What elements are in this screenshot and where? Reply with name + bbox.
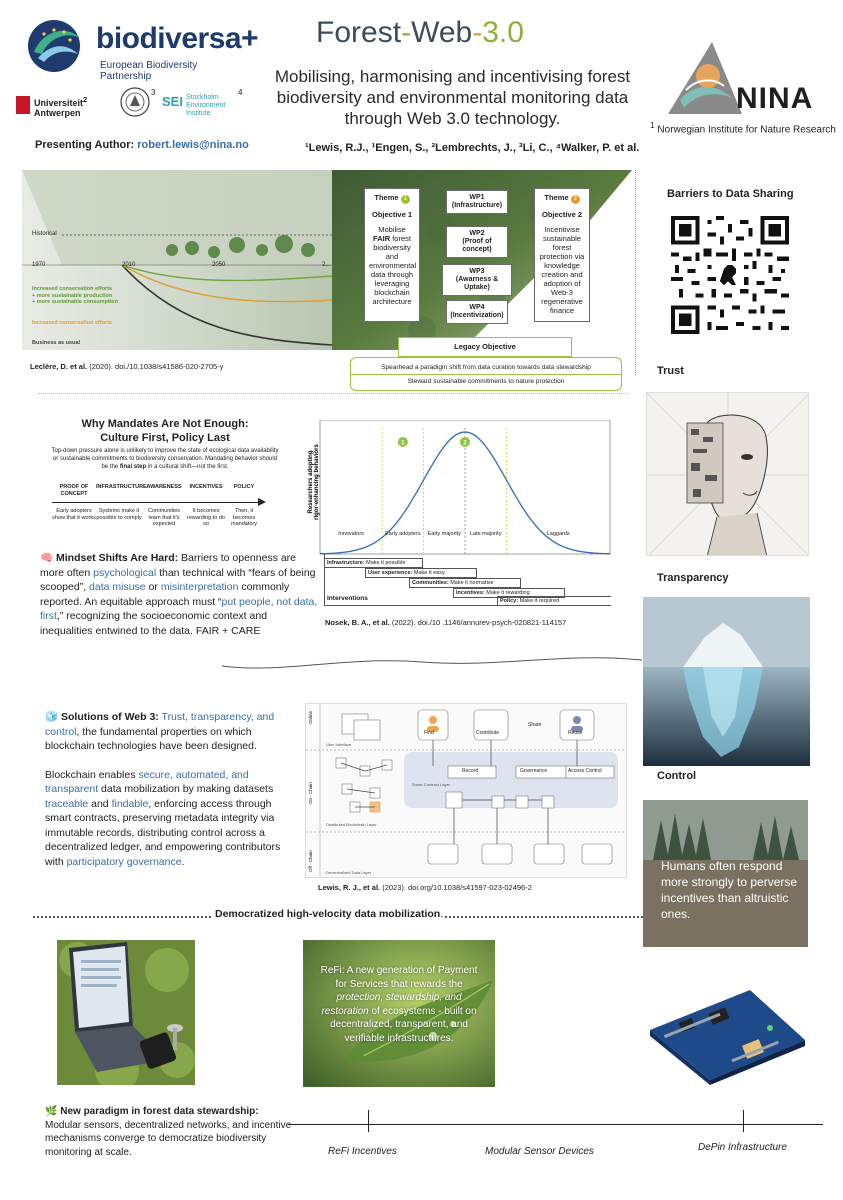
web3-p2-text-5: .: [181, 855, 185, 868]
author-list: ¹Lewis, R.J., ¹Engen, S., ²Lembrechts, J., ³Li, C., ⁴Walker, P. et al.: [305, 142, 640, 154]
partner-logos: [16, 88, 246, 126]
wp4-id: WP4: [469, 304, 485, 311]
intervention-3-bold: Communities:: [412, 580, 449, 586]
biodiversa-emblem-icon: [24, 18, 94, 74]
scenario-green-line2: + more sustainable production: [32, 292, 113, 299]
web3-highlight-governance: participatory governance: [66, 855, 182, 868]
wp4-desc: (Incentivization): [450, 312, 504, 319]
biodiversa-subtitle: European Biodiversity Partnership: [100, 60, 198, 82]
nosek-doi: (2022). doi./10 .1146/annurev-psych-020821-114157: [389, 618, 567, 627]
historical-label: Historical: [32, 231, 57, 237]
adoption-curve-chart: [304, 420, 614, 610]
curve-ylabel-2: rigor-enhancing behaviors: [314, 444, 320, 520]
sei-name: [186, 94, 225, 118]
democratized-text: [213, 908, 445, 920]
stage-desc: Early adopters show that it works: [52, 508, 96, 521]
intervention-row-2: [365, 568, 477, 578]
intervention-3-text: Make it normative: [448, 580, 494, 586]
field-laptop-photo: [57, 940, 195, 1085]
uib-sup: 3: [151, 88, 156, 97]
sei-mark: SEI: [162, 94, 183, 109]
objective-1-post: forest biodiversity and environmental data through leveraging blockchain architecture: [369, 234, 417, 306]
mandate-stages: [52, 484, 268, 544]
lewis-author: Lewis, R. J., et al.: [318, 883, 381, 892]
wp1-id: WP1: [469, 194, 485, 201]
intervention-row-3: [409, 578, 521, 588]
paradigm-lead: New paradigm in forest data stewardship:: [60, 1106, 259, 1117]
mindset-text-5: ,” recognizing the socioeconomic context and inequalities entwined to the data. FAIR + CARE: [40, 610, 268, 637]
web3-lead: Solutions of Web 3:: [61, 711, 159, 723]
uantwerpen-icon: [16, 96, 30, 114]
barriers-title: Barriers to Data Sharing: [667, 188, 794, 200]
mindset-lead: Mindset Shifts Are Hard:: [56, 552, 179, 564]
intervention-row-1: [325, 558, 423, 568]
lewis-doi: (2023). doi.org/10.1038/s41597-023-02496-2: [380, 883, 532, 892]
scenario-green-line3: + more sustainable consumption: [32, 299, 119, 305]
intervention-2-text: Make it easy: [412, 570, 445, 576]
uib-seal-icon: [120, 86, 150, 118]
leaf-icon: 🌿: [45, 1106, 58, 1117]
node-contribute: Contribute: [476, 730, 500, 736]
control-quote: Humans often respond more strongly to perverse incentives than altruistic ones.: [661, 859, 798, 921]
nina-caption: [650, 120, 840, 135]
wp2-desc: (Proof of concept): [462, 238, 492, 253]
sei-line2: Environment: [186, 102, 226, 109]
timeline-tick-1: [368, 1110, 369, 1132]
node-reuse: Reuse: [568, 730, 583, 736]
stage-title: AWARENESS: [146, 484, 182, 490]
intervention-row-5: [497, 596, 611, 606]
interventions-table: [324, 554, 610, 606]
nosek-citation: [325, 618, 566, 627]
objective-1-fair: FAIR: [373, 234, 391, 243]
stage-incentives: [186, 484, 226, 528]
curve-marker-label: 1: [401, 440, 405, 447]
mandates-title: [70, 417, 260, 445]
brain-icon: 🧠: [40, 552, 54, 564]
mindset-highlight-misuse: data misuse: [89, 581, 146, 593]
stage-title: POLICY: [233, 484, 255, 490]
interventions-label: Interventions: [327, 595, 368, 602]
web3-p2-text-2: data mobilization by making datasets: [98, 783, 274, 795]
mandates-body-part2: in a cultural shift—not the first.: [146, 464, 229, 470]
theme-2-badge: 2: [571, 195, 580, 204]
refi-text-1: ReFi: A new generation of Payment for Services that rewards the: [320, 965, 478, 990]
web3-paragraph-1: [45, 710, 300, 754]
uantwerpen-sup: 2: [83, 95, 88, 104]
wp1-box: [446, 190, 508, 214]
stage-desc: It becomes rewarding to do so: [187, 508, 225, 527]
mandates-title-line2: Culture First, Policy Last: [100, 432, 230, 444]
sei-line3: Institute: [186, 110, 211, 117]
uantwerpen-line2: Antwerpen: [34, 108, 81, 118]
nina-caption-text: Norwegian Institute for Nature Research: [657, 124, 836, 136]
mindset-text-2: than technical with “fears of being scooped”,: [40, 566, 316, 593]
uantwerpen-line1: Universiteit: [34, 98, 84, 108]
title-dash-2: -: [472, 16, 483, 49]
legacy-objective-title: Legacy Objective: [398, 337, 572, 357]
robot-face-icon: [647, 393, 809, 556]
presenting-label: Presenting Author:: [35, 139, 138, 151]
field-sensor-photo-icon: [57, 940, 195, 1085]
paradigm-section: [45, 1105, 295, 1159]
mindset-text-3: or: [145, 581, 161, 593]
poster-subtitle: Mobilising, harmonising and incentivising forest biodiversity and environmental monitoring data through Web 3.0 technology.: [274, 67, 631, 128]
legacy-item-2: Steward sustainable commitments to nature protection: [351, 374, 621, 388]
nosek-author: Nosek, B. A., et al.: [325, 618, 390, 627]
theme-1-badge: 1: [401, 195, 410, 204]
web3-p2-text-3: and: [88, 797, 112, 810]
sei-line1: Stockholm: [186, 94, 219, 101]
timeline-tick-2: [743, 1110, 744, 1132]
year-2100: 2...: [322, 262, 331, 268]
objective-2-body: Incentivise sustainable forest protection via knowledge creation and adoption of Web-3 regenerative finance: [539, 225, 585, 315]
node-share: Share: [528, 722, 542, 728]
year-2010: 2010: [122, 262, 136, 268]
democratized-heading: [33, 908, 643, 924]
objective-1-body: [369, 225, 415, 306]
legacy-item-1: Spearhead a paradigm shift from data curation towards data stewardship: [381, 364, 591, 371]
trust-label: Trust: [657, 365, 684, 377]
intervention-4-text: Make it rewarding: [484, 590, 530, 596]
web3-p2-text-4: , enforcing access through smart contracts, preserving metadata integrity via immutable records, distributing control across a decentralized ledger, and empowering contributors with: [45, 797, 281, 868]
theme-2-label: Theme: [544, 193, 569, 202]
trust-illustration: [646, 392, 809, 556]
wp3-box: [442, 264, 512, 296]
stage-infrastructure: [96, 484, 147, 521]
mindset-text-4: commonly reported. An equitable approach must “: [40, 581, 290, 608]
layer-on-chain: On - Chain: [308, 782, 313, 804]
web3-highlight-secure: secure, automated, and transparent: [45, 768, 249, 795]
wp3-id: WP3: [469, 268, 485, 275]
wp2-box: [446, 226, 508, 258]
qr-code-icon[interactable]: [671, 216, 789, 334]
layer-off-chain: Off - Chain: [308, 850, 313, 872]
layer-online: Online: [308, 710, 313, 724]
intervention-1-text: Make it possible: [364, 560, 406, 566]
mindset-highlight-psychological: psychological: [93, 566, 157, 579]
curve-segment-label: Innovators: [338, 531, 364, 537]
web3-text-1: , the fundamental properties on which blockchain technologies have been designed.: [45, 725, 257, 752]
scenario-green: [32, 286, 118, 306]
scenario-banner: [22, 170, 632, 360]
title-dash-1: -: [401, 16, 412, 49]
mindset-highlight-misinterpretation: misinterpretation: [160, 581, 239, 593]
paradigm-body: Modular sensors, decentralized networks, and incentive mechanisms converge to democratize biodiversity monitoring at scale.: [45, 1119, 292, 1158]
scenario-green-line1: Increased conservation efforts: [32, 286, 113, 292]
wp3-desc: (Awarness & Uptake): [455, 276, 499, 291]
wp2-id: WP2: [469, 230, 485, 237]
web3-highlight-trust: Trust, transparency, and control: [45, 711, 275, 738]
circuit-board-icon: [640, 980, 810, 1085]
control-label: Control: [657, 770, 697, 782]
lewis-citation: [318, 883, 532, 892]
stage-awareness: [142, 484, 186, 528]
refi-text: [315, 964, 483, 1045]
leclere-doi: (2020). doi./10.1038/s41586-020-2705-y: [87, 362, 224, 371]
theme-1-label: Theme: [374, 193, 399, 202]
curve-ylabel-1: Researchers adopting: [308, 450, 314, 514]
year-1970: 1970: [32, 262, 46, 268]
web3-p2-text-1: Blockchain enables: [45, 768, 139, 781]
curve-segment-label: Early majority: [427, 531, 461, 537]
control-illustration: [643, 800, 808, 947]
architecture-diagram: [305, 703, 627, 878]
democratized-dot: .: [440, 908, 444, 920]
leclere-author: Leclère, D. et al.: [30, 362, 88, 371]
democratized-title: Democratized high-velocity data mobilization: [215, 908, 441, 920]
year-2050: 2050: [212, 262, 226, 268]
curve-marker-2: [460, 437, 470, 447]
uantwerpen-logo: [34, 95, 87, 118]
nina-caption-sup: 1: [650, 120, 655, 130]
theme-1-box: [364, 188, 420, 322]
cube-icon: 🧊: [45, 711, 59, 723]
transparency-illustration: [643, 597, 810, 766]
web3-highlight-traceable: traceable: [45, 797, 89, 810]
stage-policy: [226, 484, 262, 528]
timeline-label-refi: ReFi Incentives: [328, 1146, 397, 1157]
paradigm-heading: [45, 1105, 295, 1119]
curve-segment-label: Early adopters: [385, 531, 421, 537]
mindset-text-1: Barriers to openness are more often: [40, 552, 297, 579]
biodiversa-name: biodiversa+: [96, 22, 259, 55]
stage-title: INCENTIVES: [189, 484, 223, 490]
node-governance: Governance: [520, 768, 548, 774]
iceberg-icon: [643, 597, 810, 766]
title-version: 3.0: [482, 16, 524, 49]
intervention-2-bold: User experience:: [368, 570, 413, 576]
stage-title: PROOF OF CONCEPT: [59, 484, 89, 497]
title-forest: Forest: [316, 16, 402, 49]
section-divider: [38, 393, 628, 394]
roadmap-timeline: [288, 1108, 823, 1158]
curve-segment-label: Late majority: [469, 531, 502, 537]
intervention-5-bold: Policy:: [500, 598, 519, 604]
objective-1-title: Objective 1: [371, 210, 413, 219]
objective-2-title: Objective 2: [541, 210, 583, 219]
curve-segment-label: Laggards: [546, 531, 570, 537]
intervention-1-bold: Infrastructure:: [327, 560, 365, 566]
depin-board-photo: [640, 980, 810, 1085]
leclere-citation: [30, 362, 223, 371]
data-layer-label: Decentralized Data Layer: [326, 870, 372, 875]
presenting-author: [35, 139, 249, 151]
theme-2-box: [534, 188, 590, 322]
stage-desc: Systems make it possible to comply: [96, 508, 142, 521]
poster-title: [250, 16, 590, 50]
legacy-objective-box: [350, 357, 622, 391]
intervention-5-text: Make it required: [518, 598, 560, 604]
web3-section: [45, 710, 300, 869]
stage-desc: Communities learn that it's expected: [147, 508, 181, 527]
presenting-email-link[interactable]: robert.lewis@nina.no: [137, 139, 249, 151]
mandates-body-part1: Top-down pressure alone is unlikely to improve the state of ecological data availability or sustainable commitments to biodiversity conservation. Mandating behavior should be the: [51, 448, 279, 470]
refi-text-2: of ecosystems - built on decentralized, transparent, and verifiable infrastructures.: [330, 1005, 477, 1044]
nina-wordmark: NINA: [736, 82, 814, 115]
transparency-label: Transparency: [657, 572, 729, 584]
title-web: Web: [411, 16, 473, 49]
curve-segment-labels: [320, 531, 610, 551]
column-divider: [635, 170, 636, 375]
mandates-title-line1: Why Mandates Are Not Enough:: [81, 418, 249, 430]
wavy-divider: [222, 648, 642, 678]
objective-1-pre: Mobilise: [378, 225, 406, 234]
mandates-body-bold: final step: [119, 464, 147, 470]
stage-proof-of-concept: [52, 484, 96, 521]
stage-desc: Then, it becomes mandatory: [231, 508, 257, 527]
refi-italic: protection, stewardship, and restoration: [321, 992, 462, 1017]
mindset-highlight-people-first: put people, not data, first: [40, 595, 318, 622]
biodiversa-logo: [24, 18, 259, 82]
mindset-paragraph: [40, 551, 318, 638]
node-access-control: Access Control: [568, 768, 602, 774]
curve-marker-label: 2: [463, 440, 467, 447]
timeline-label-depin: DePin Infrastructure: [698, 1142, 787, 1153]
web3-highlight-findable: findable: [111, 797, 149, 810]
mandates-body: [50, 447, 280, 471]
refi-panel: [303, 940, 495, 1087]
blockchain-layer-label: Distributed Blockchain Layer: [326, 822, 377, 827]
sei-sup: 4: [238, 88, 243, 97]
scenario-bau: Business as usual: [32, 340, 80, 346]
node-find: Find: [424, 730, 434, 736]
timeline-label-sensors: Modular Sensor Devices: [485, 1146, 594, 1157]
scenario-orange: Increased conservation efforts: [32, 320, 113, 326]
wp1-desc: (Infrastructure): [451, 202, 503, 209]
ui-layer-label: User Interface: [326, 742, 352, 747]
node-record: Record: [462, 768, 479, 774]
curve-marker-1: [398, 437, 408, 447]
stage-title: INFRASTRUCTURE: [96, 484, 147, 490]
web3-paragraph-2: [45, 768, 300, 870]
intervention-4-bold: Incentives:: [456, 590, 485, 596]
smart-contract-layer-label: Smart Contract Layer: [412, 782, 451, 787]
wp4-box: [446, 300, 508, 324]
